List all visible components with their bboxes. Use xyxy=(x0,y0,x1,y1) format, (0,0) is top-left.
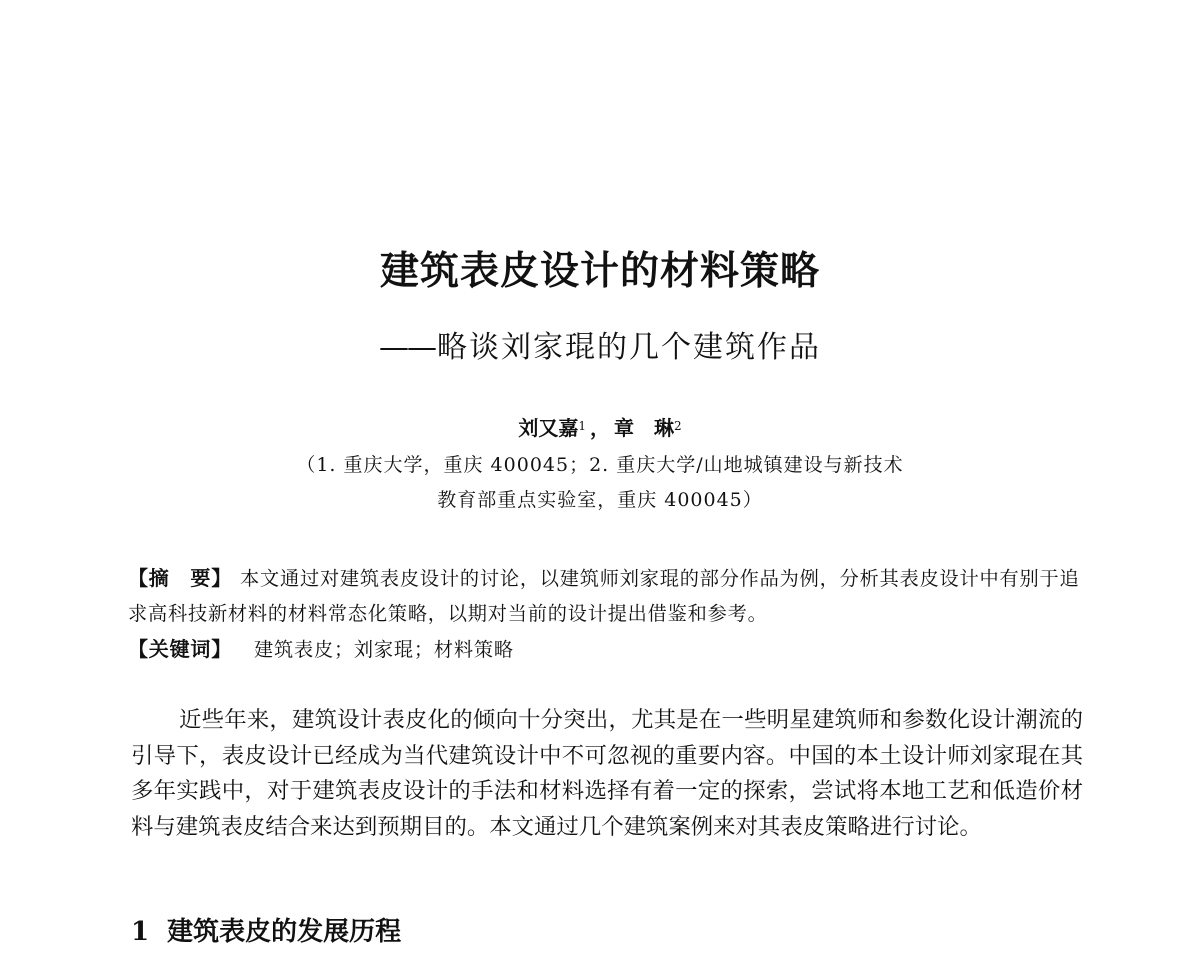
author-separator: ， xyxy=(590,416,610,440)
author-name: 刘又嘉 xyxy=(518,416,579,440)
paper-subtitle xyxy=(0,328,1200,368)
abstract xyxy=(128,561,1088,631)
section-title: 建筑表皮的发展历程 xyxy=(167,917,402,947)
section-heading xyxy=(131,912,401,952)
affiliation-line-2: 教育部重点实验室，重庆 400045） xyxy=(437,489,763,511)
subtitle-text: 略谈刘家琨的几个建筑作品 xyxy=(437,330,821,365)
keywords-text: 建筑表皮；刘家琨；材料策略 xyxy=(254,638,514,661)
author-affiliation-mark: 2 xyxy=(674,419,682,433)
author-name: 章 琳 xyxy=(614,416,674,440)
paper-title: 建筑表皮设计的材料策略 xyxy=(379,248,820,294)
affiliation-line-1: （1. 重庆大学，重庆 400045；2. 重庆大学/山地城镇建设与新技术 xyxy=(296,454,904,476)
abstract-label: 【摘 要】 xyxy=(128,566,232,590)
author-line xyxy=(0,414,1200,442)
keywords xyxy=(128,633,1088,666)
abstract-text: 本文通过对建筑表皮设计的讨论，以建筑师刘家琨的部分作品为例，分析其表皮设计中有别于追求高科技新材料的材料常态化策略，以期对当前的设计提出借鉴和参考。 xyxy=(128,567,1080,625)
keywords-label: 【关键词】 xyxy=(128,637,232,661)
subtitle-dash: —— xyxy=(379,330,435,365)
section-number: 1 xyxy=(131,917,150,947)
intro-paragraph: 近些年来，建筑设计表皮化的倾向十分突出，尤其是在一些明星建筑师和参数化设计潮流的引导下，表皮设计已经成为当代建筑设计中不可忽视的重要内容。中国的本土设计师刘家琨在其多年实践中，对于建筑表皮设计的手法和材料选择有着一定的探索，尝试将本地工艺和低造价材料与建筑表皮结合来达到预期目的。本文通过几个建筑案例来对其表皮策略进行讨论。 xyxy=(131,707,1083,840)
author-affiliation-mark: 1 xyxy=(578,419,586,433)
